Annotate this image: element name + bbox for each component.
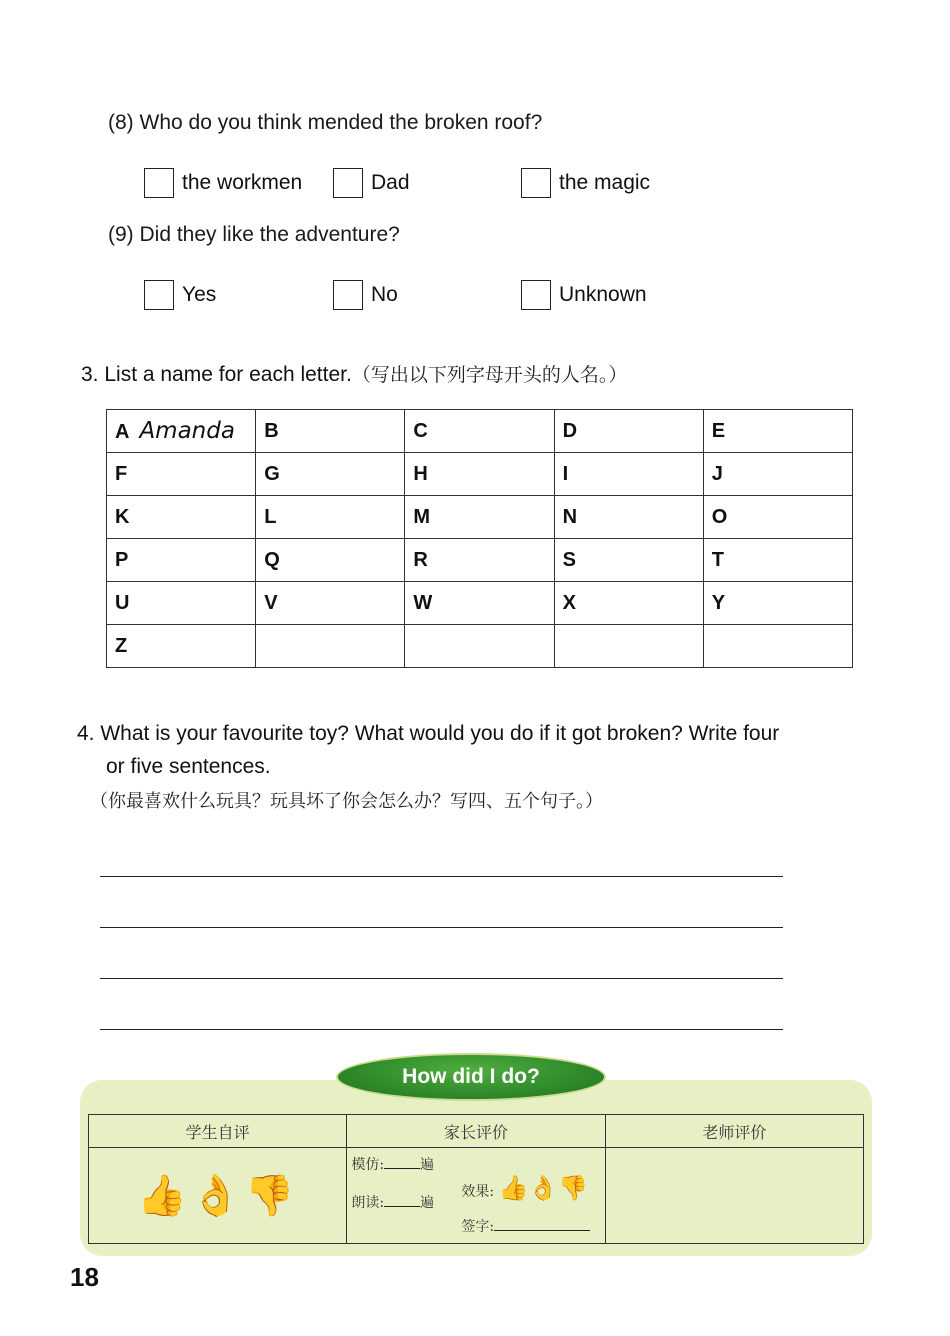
- checkbox[interactable]: [521, 280, 551, 310]
- letter-label: D: [562, 419, 578, 442]
- letter-label: N: [562, 505, 578, 528]
- option-label: Unknown: [559, 283, 647, 306]
- question-9-text: (9) Did they like the adventure?: [108, 223, 400, 246]
- evaluation-table: [88, 1114, 864, 1244]
- section-4-line-2: or five sentences.: [106, 755, 271, 778]
- letter-cell[interactable]: [405, 410, 554, 453]
- letter-cell[interactable]: [256, 453, 405, 496]
- letter-label: V: [264, 591, 278, 614]
- read-row: [351, 1192, 434, 1212]
- teacher-eval-header: 老师评价: [605, 1115, 863, 1148]
- table-row: [107, 582, 853, 625]
- letter-label: F: [115, 462, 128, 485]
- checkbox[interactable]: [521, 168, 551, 198]
- q9-option-no[interactable]: [333, 280, 398, 310]
- letter-label: Z: [115, 634, 128, 657]
- letter-cell[interactable]: [703, 539, 852, 582]
- letter-cell[interactable]: [107, 453, 256, 496]
- thumbs-rating-icons[interactable]: 👍👌👎: [136, 1173, 299, 1219]
- letter-label: O: [711, 505, 728, 528]
- letter-cell[interactable]: [256, 582, 405, 625]
- table-row: [107, 539, 853, 582]
- letter-label: Q: [264, 548, 280, 571]
- letter-cell[interactable]: [256, 539, 405, 582]
- letter-cell[interactable]: [256, 625, 405, 668]
- letter-cell[interactable]: [703, 496, 852, 539]
- letter-label: E: [711, 419, 726, 442]
- section-3-title: 3. List a name for each letter.: [81, 363, 352, 386]
- letter-label: B: [264, 419, 279, 442]
- checkbox[interactable]: [144, 280, 174, 310]
- letter-label: X: [562, 591, 576, 614]
- letter-cell[interactable]: [405, 453, 554, 496]
- how-did-i-do-badge: How did I do?: [336, 1053, 606, 1101]
- letter-cell[interactable]: [703, 582, 852, 625]
- section-3-heading: [81, 360, 627, 387]
- letter-cell[interactable]: [703, 453, 852, 496]
- teacher-eval-cell: [605, 1148, 863, 1244]
- letter-label: M: [413, 505, 431, 528]
- letter-label: G: [264, 462, 280, 485]
- letter-cell[interactable]: [405, 496, 554, 539]
- q9-option-yes[interactable]: [144, 280, 216, 310]
- example-name: Amanda: [139, 418, 235, 444]
- letter-cell[interactable]: [703, 625, 852, 668]
- q8-option-workmen[interactable]: [144, 168, 302, 198]
- letter-cell[interactable]: [107, 496, 256, 539]
- letter-label: I: [562, 462, 569, 485]
- option-label: No: [371, 283, 398, 306]
- page-number: 18: [70, 1262, 99, 1292]
- section-4-line-1: 4. What is your favourite toy? What would you do if it got broken? Write four: [77, 722, 780, 745]
- read-label: 朗读:: [351, 1195, 385, 1211]
- writing-line[interactable]: [100, 876, 783, 877]
- letter-cell[interactable]: [107, 539, 256, 582]
- parent-eval-header: 家长评价: [347, 1115, 605, 1148]
- parent-eval-cell: [347, 1148, 605, 1244]
- read-blank[interactable]: [384, 1194, 420, 1207]
- checkbox[interactable]: [333, 280, 363, 310]
- letter-label: L: [264, 505, 277, 528]
- option-label: Dad: [371, 171, 410, 194]
- letter-cell[interactable]: [554, 496, 703, 539]
- letter-label: R: [413, 548, 428, 571]
- letter-cell[interactable]: [554, 539, 703, 582]
- imitate-row: [351, 1154, 434, 1174]
- table-row: [107, 625, 853, 668]
- letter-label: U: [115, 591, 130, 614]
- letter-cell[interactable]: [256, 496, 405, 539]
- letter-label: C: [413, 419, 428, 442]
- letter-label: P: [115, 548, 129, 571]
- sign-label: 签字:: [461, 1219, 495, 1235]
- letter-cell[interactable]: [107, 582, 256, 625]
- table-row: [107, 410, 853, 453]
- letter-cell[interactable]: [554, 410, 703, 453]
- letter-label: Y: [711, 591, 726, 614]
- checkbox[interactable]: [144, 168, 174, 198]
- letter-cell[interactable]: [107, 625, 256, 668]
- letter-label: H: [413, 462, 428, 485]
- option-label: the workmen: [182, 171, 303, 194]
- letter-label: J: [711, 462, 723, 485]
- letter-names-table: [106, 409, 853, 668]
- effect-label: 效果:: [461, 1184, 495, 1200]
- letter-cell[interactable]: [405, 582, 554, 625]
- checkbox[interactable]: [333, 168, 363, 198]
- letter-cell[interactable]: [554, 582, 703, 625]
- q8-option-dad[interactable]: [333, 168, 410, 198]
- table-row: [107, 496, 853, 539]
- letter-cell[interactable]: [107, 410, 256, 453]
- effect-row: [461, 1174, 588, 1202]
- sign-blank[interactable]: [494, 1218, 590, 1231]
- letter-cell[interactable]: [405, 625, 554, 668]
- table-row: [107, 453, 853, 496]
- letter-label: K: [115, 505, 130, 528]
- imitate-label: 模仿:: [351, 1157, 385, 1173]
- student-self-eval-cell: [89, 1148, 347, 1244]
- option-label: Yes: [182, 283, 217, 306]
- section-3-chinese: （写出以下列字母开头的人名。）: [351, 364, 628, 386]
- writing-line[interactable]: [100, 1029, 783, 1030]
- student-self-eval-header: 学生自评: [89, 1115, 347, 1148]
- q9-option-unknown[interactable]: [521, 280, 647, 310]
- imitate-blank[interactable]: [384, 1156, 420, 1169]
- letter-cell[interactable]: [554, 625, 703, 668]
- letter-cell[interactable]: [256, 410, 405, 453]
- letter-label: S: [562, 548, 576, 571]
- sign-row: [461, 1216, 590, 1236]
- effect-thumbs-icons[interactable]: 👍👌👎: [498, 1174, 589, 1202]
- times-label: 遍: [420, 1157, 435, 1173]
- letter-cell[interactable]: [554, 453, 703, 496]
- question-8-text: (8) Who do you think mended the broken roof?: [108, 111, 543, 134]
- times-label: 遍: [420, 1195, 435, 1211]
- letter-label: W: [413, 591, 433, 614]
- letter-label: T: [711, 548, 724, 571]
- writing-line[interactable]: [100, 927, 783, 928]
- option-label: the magic: [559, 171, 651, 194]
- section-4-chinese: （你最喜欢什么玩具？玩具坏了你会怎么办？写四、五个句子。）: [90, 791, 603, 812]
- letter-cell[interactable]: [405, 539, 554, 582]
- writing-line[interactable]: [100, 978, 783, 979]
- letter-label: A: [115, 421, 130, 443]
- letter-cell[interactable]: [703, 410, 852, 453]
- q8-option-magic[interactable]: [521, 168, 650, 198]
